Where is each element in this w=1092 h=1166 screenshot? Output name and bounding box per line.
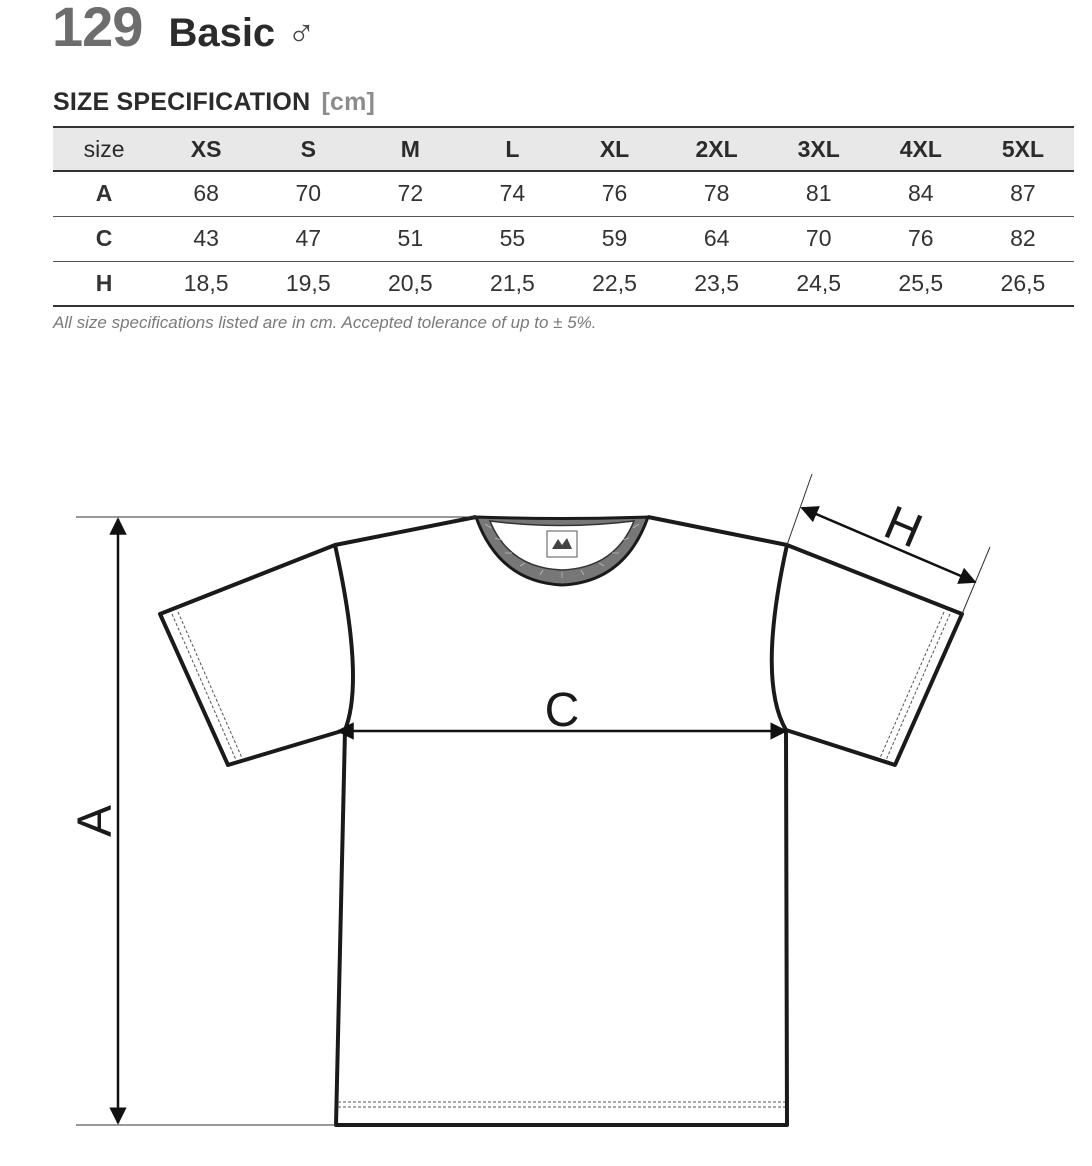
left-armhole-seam	[335, 545, 353, 730]
table-corner-label: size	[83, 135, 125, 162]
size-header: 3XL	[797, 135, 840, 162]
spec-title-text: SIZE SPECIFICATION	[53, 88, 311, 116]
dimension-a-label: A	[68, 804, 122, 838]
tolerance-note: All size specifications listed are in cm. Accepted tolerance of up to ± 5%.	[53, 313, 597, 332]
table-cell: 20,5	[387, 269, 433, 296]
dimension-c	[338, 684, 786, 737]
table-cell: 19,5	[285, 269, 331, 296]
table-cell: 74	[499, 180, 526, 207]
table-cell: 23,5	[694, 269, 739, 296]
tshirt-outline	[160, 517, 962, 1125]
size-header: XS	[190, 135, 222, 162]
size-header: XL	[599, 135, 630, 162]
table-cell: 22,5	[592, 269, 637, 296]
table-cell: 82	[1010, 225, 1036, 251]
dimension-h-label: H	[876, 496, 930, 559]
table-cell: 26,5	[1000, 269, 1046, 296]
table-cell: 59	[601, 225, 628, 251]
dimension-a	[69, 517, 478, 1125]
size-header: L	[505, 135, 520, 162]
spec-title-unit: [cm]	[321, 88, 376, 116]
neck-label	[547, 531, 577, 557]
collar	[476, 517, 648, 585]
right-armhole-seam	[772, 545, 787, 730]
table-cell: 64	[703, 225, 730, 251]
size-header: 2XL	[695, 135, 738, 162]
table-cell: 24,5	[796, 269, 842, 296]
row-label: C	[95, 225, 113, 251]
dimension-c-label: C	[544, 684, 580, 737]
size-header: S	[300, 135, 316, 162]
size-header: 4XL	[899, 135, 942, 162]
product-number: 129	[52, 0, 143, 58]
table-cell: 87	[1010, 180, 1036, 207]
table-cell: 70	[805, 225, 832, 251]
bottom-hem-stitching	[338, 1102, 785, 1107]
table-cell: 25,5	[898, 269, 944, 296]
table-cell: 43	[193, 225, 219, 251]
size-header: M	[400, 135, 420, 162]
table-cell: 55	[499, 225, 526, 251]
table-cell: 81	[805, 180, 832, 207]
table-cell: 78	[703, 180, 730, 207]
table-cell: 76	[601, 180, 628, 207]
male-icon: ♂	[287, 13, 316, 55]
product-name: Basic	[168, 11, 276, 55]
table-cell: 21,5	[490, 269, 535, 296]
row-label: H	[95, 269, 113, 296]
table-cell: 84	[908, 180, 934, 207]
table-cell: 70	[295, 180, 322, 207]
row-label: A	[95, 180, 113, 207]
table-cell: 76	[908, 225, 934, 251]
table-cell: 72	[397, 180, 424, 207]
size-header: 5XL	[1001, 135, 1045, 162]
dimension-h	[787, 474, 990, 614]
table-cell: 51	[397, 225, 424, 251]
table-cell: 18,5	[183, 269, 229, 296]
table-cell: 68	[193, 180, 219, 207]
table-cell: 47	[295, 225, 322, 251]
